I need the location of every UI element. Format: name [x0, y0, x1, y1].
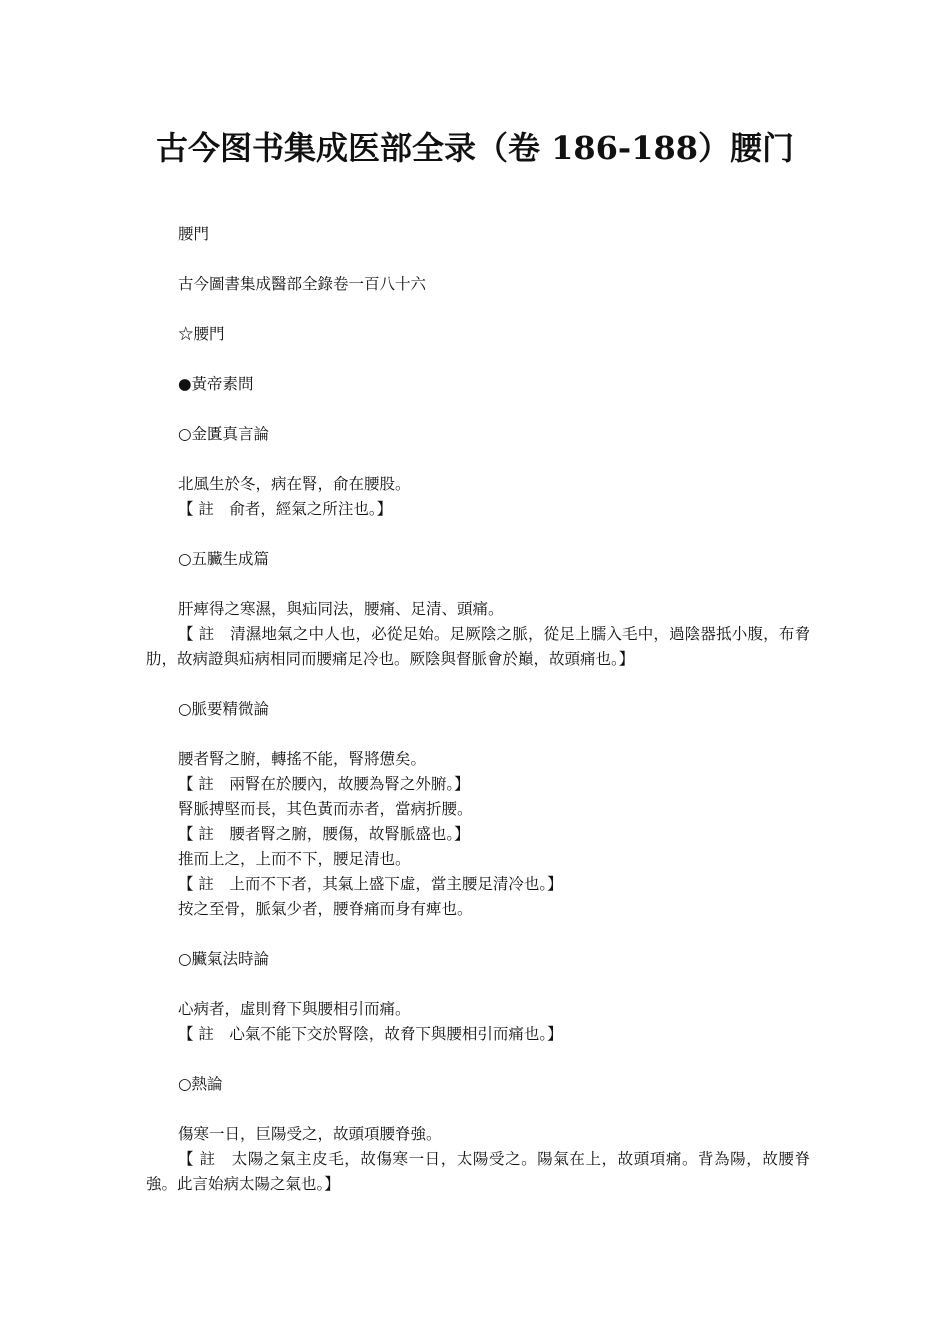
spacer: [146, 522, 810, 547]
annotation: 【 註 腰者腎之腑，腰傷，故腎脈盛也。】: [178, 825, 470, 843]
paragraph: 推而上之，上而不下，腰足清也。: [178, 850, 411, 868]
paragraph: 按之至骨，脈氣少者，腰脊痛而身有痺也。: [178, 900, 473, 918]
spacer: [146, 297, 810, 322]
spacer: [146, 672, 810, 697]
paragraph: 傷寒一日，巨陽受之，故頭項腰脊強。: [178, 1125, 442, 1143]
annotation: 【 註 心氣不能下交於腎陰，故脅下與腰相引而痛也。】: [178, 1025, 563, 1043]
annotation: 【 註 太陽之氣主皮毛，故傷寒一日，太陽受之。陽氣在上，故頭項痛。背為陽，故腰脊強。此言始病太陽之氣也。】: [146, 1150, 810, 1193]
spacer: [146, 447, 810, 472]
annotation: 【 註 清濕地氣之中人也，必從足始。足厥陰之脈，從足上臑入毛中，過陰器抵小腹，布脅肋，故病證與疝病相同而腰痛足冷也。厥陰與督脈會於巔，故頭痛也。】: [146, 625, 810, 668]
annotation: 【 註 俞者，經氣之所注也。】: [178, 500, 393, 518]
section-heading: ○五臟生成篇: [178, 550, 270, 568]
paragraph: 腎脈搏堅而長，其色黃而赤者，當病折腰。: [178, 800, 473, 818]
paragraph: 北風生於冬，病在腎，俞在腰股。: [178, 475, 411, 493]
paragraph: 心病者，虛則脅下與腰相引而痛。: [178, 1000, 411, 1018]
document-body: [146, 222, 810, 1197]
spacer: [146, 1047, 810, 1072]
spacer: [146, 722, 810, 747]
annotation: 【 註 兩腎在於腰內，故腰為腎之外腑。】: [178, 775, 470, 793]
spacer: [146, 1097, 810, 1122]
section-heading: ☆腰門: [178, 325, 225, 343]
spacer: [146, 347, 810, 372]
spacer: [146, 397, 810, 422]
paragraph: 古今圖書集成醫部全錄卷一百八十六: [178, 275, 427, 293]
paragraph: 腰門: [178, 225, 210, 243]
section-heading: ○熱論: [178, 1075, 223, 1093]
paragraph: 肝痺得之寒濕，與疝同法，腰痛、足清、頭痛。: [178, 600, 504, 618]
spacer: [146, 572, 810, 597]
paragraph: 腰者腎之腑，轉搖不能，腎將憊矣。: [178, 750, 427, 768]
document-title: 古今图书集成医部全录（卷 186-188）腰门: [155, 129, 795, 167]
section-heading: ○脈要精微論: [178, 700, 270, 718]
section-heading: ●黃帝素問: [178, 375, 254, 393]
spacer: [146, 922, 810, 947]
annotation: 【 註 上而不下者，其氣上盛下虛，當主腰足清冷也。】: [178, 875, 563, 893]
spacer: [146, 247, 810, 272]
section-heading: ○臟氣法時論: [178, 950, 270, 968]
spacer: [146, 972, 810, 997]
section-heading: ○金匱真言論: [178, 425, 270, 443]
